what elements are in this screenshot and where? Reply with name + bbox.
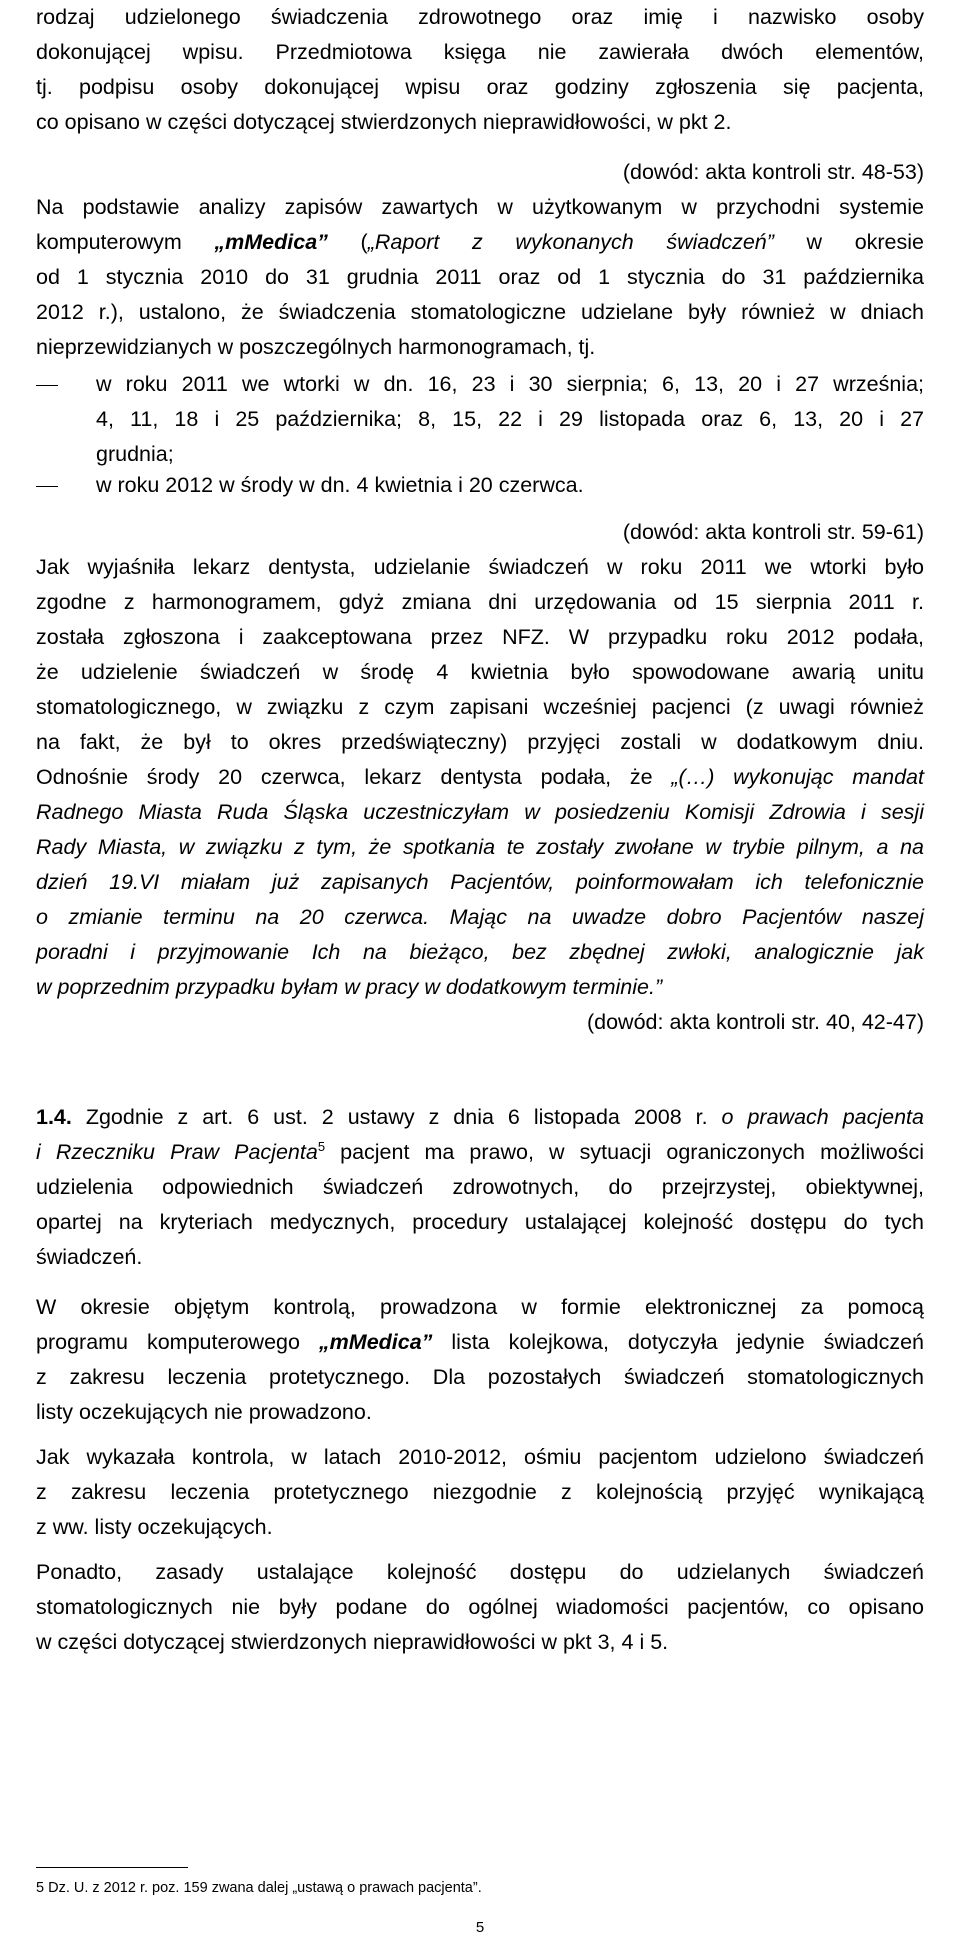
software-name: „mMedica” xyxy=(318,1330,433,1354)
text-line: świadczeń. xyxy=(36,1245,143,1269)
text-line: z zakresu leczenia protetycznego niezgodnie z kolejnością przyjęć wynikającą xyxy=(36,1480,924,1504)
text-line: nieprzewidzianych w poszczególnych harmonogramach, tj. xyxy=(36,335,596,359)
quote-line: w poprzednim przypadku byłam w pracy w dodatkowym terminie.” xyxy=(36,975,663,999)
list-bullet-dash xyxy=(36,385,58,386)
paragraph-analysis xyxy=(36,190,924,365)
page-number: 5 xyxy=(475,1919,485,1936)
text-line: 2012 r.), ustalono, że świadczenia stomatologiczne udzielane były również w dniach xyxy=(36,300,924,324)
paragraph-explanation xyxy=(36,550,924,1005)
text-line: od 1 stycznia 2010 do 31 grudnia 2011 oraz od 1 stycznia do 31 października xyxy=(36,265,924,289)
text-line: i Rzeczniku Praw Pacjenta$^5$ pacjent ma prawo, w sytuacji ograniczonych możliwości xyxy=(36,1138,925,1164)
list-item xyxy=(96,367,924,472)
text-line: grudnia; xyxy=(96,442,174,466)
footnote-marker: 5 xyxy=(317,1138,326,1154)
report-name: „Raport z wykonanych świadczeń” xyxy=(367,230,774,254)
text-line: że udzielenie świadczeń w środę 4 kwietnia było spowodowane awarią unitu xyxy=(36,660,924,684)
software-name: „mMedica” xyxy=(214,230,328,254)
text-line: stomatologicznych nie były podane do ogólnej wiadomości pacjentów, co opisano xyxy=(36,1595,924,1619)
text-line: w roku 2011 we wtorki w dn. 16, 23 i 30 sierpnia; 6, 13, 20 i 27 września; xyxy=(96,372,924,396)
text-line: stomatologicznego, w związku z czym zapisani wcześniej pacjenci (z uwagi również xyxy=(36,695,924,719)
text-line: opartej na kryteriach medycznych, procedury ustalającej kolejność dostępu do tych xyxy=(36,1210,924,1234)
text-line: listy oczekujących nie prowadzono. xyxy=(36,1400,372,1424)
evidence-reference: (dowód: akta kontroli str. 48-53) xyxy=(622,160,924,184)
paragraph-intro xyxy=(36,0,924,140)
list-bullet-dash xyxy=(36,486,58,487)
text-line: Na podstawie analizy zapisów zawartych w użytkowanym w przychodni systemie xyxy=(36,195,924,219)
list-item xyxy=(96,468,924,503)
text-line: W okresie objętym kontrolą, prowadzona w formie elektronicznej za pomocą xyxy=(36,1295,924,1319)
text-line: tj. podpisu osoby dokonującej wpisu oraz godziny zgłoszenia się pacjenta, xyxy=(36,75,924,99)
text-line: Odnośnie środy 20 czerwca, lekarz dentysta podała, że „(…) wykonując mandat xyxy=(36,765,924,789)
paragraph-waiting-list xyxy=(36,1290,924,1430)
text-line: udzielenia odpowiednich świadczeń zdrowotnych, do przejrzystej, obiektywnej, xyxy=(36,1175,924,1199)
evidence-reference: (dowód: akta kontroli str. 59-61) xyxy=(622,520,924,544)
text-line: z ww. listy oczekujących. xyxy=(36,1515,273,1539)
quote-start: „(…) wykonując mandat xyxy=(671,765,924,789)
text-line: 1.4. Zgodnie z art. 6 ust. 2 ustawy z dnia 6 listopada 2008 r. o prawach pacjenta xyxy=(36,1105,924,1129)
quote-line: dzień 19.VI miałam już zapisanych Pacjentów, poinformowałam ich telefonicznie xyxy=(36,870,924,894)
evidence-reference: (dowód: akta kontroli str. 40, 42-47) xyxy=(586,1010,924,1034)
quote-line: Radnego Miasta Ruda Śląska uczestniczyłam w posiedzeniu Komisji Zdrowia i sesji xyxy=(36,800,924,824)
text-line: komputerowym „mMedica” („Raport z wykonanych świadczeń” w okresie xyxy=(36,230,924,254)
text-line: Jak wykazała kontrola, w latach 2010-2012, ośmiu pacjentom udzielono świadczeń xyxy=(36,1445,924,1469)
footnote: 5 Dz. U. z 2012 r. poz. 159 zwana dalej „ustawą o prawach pacjenta”. xyxy=(36,1880,482,1896)
quote-line: o zmianie terminu na 20 czerwca. Mając na uwadze dobro Pacjentów naszej xyxy=(36,905,924,929)
section-number: 1.4. xyxy=(36,1105,72,1129)
text-line: co opisano w części dotyczącej stwierdzonych nieprawidłowości, w pkt 2. xyxy=(36,110,732,134)
paragraph-section-1-4 xyxy=(36,1100,924,1275)
text-line: została zgłoszona i zaakceptowana przez NFZ. W przypadku roku 2012 podała, xyxy=(36,625,924,649)
text-line: rodzaj udzielonego świadczenia zdrowotnego oraz imię i nazwisko osoby xyxy=(36,5,924,29)
paragraph-findings xyxy=(36,1440,924,1545)
text-line: Jak wyjaśniła lekarz dentysta, udzielanie świadczeń w roku 2011 we wtorki było xyxy=(36,555,924,579)
text-line: 4, 11, 18 i 25 października; 8, 15, 22 i 29 listopada oraz 6, 13, 20 i 27 xyxy=(96,407,924,431)
text-line: w części dotyczącej stwierdzonych nieprawidłowości w pkt 3, 4 i 5. xyxy=(36,1630,669,1654)
text-line: na fakt, że był to okres przedświąteczny) przyjęci zostali w dodatkowym dniu. xyxy=(36,730,924,754)
quote-line: poradni i przyjmowanie Ich na bieżąco, bez zbędnej zwłoki, analogicznie jak xyxy=(36,940,924,964)
text-line: dokonującej wpisu. Przedmiotowa księga nie zawierała dwóch elementów, xyxy=(36,40,924,64)
paragraph-rules xyxy=(36,1555,924,1660)
text-line: w roku 2012 w środy w dn. 4 kwietnia i 20 czerwca. xyxy=(96,473,584,497)
text-line: zgodne z harmonogramem, gdyż zmiana dni urzędowania od 15 sierpnia 2011 r. xyxy=(36,590,924,614)
footnote-separator xyxy=(36,1867,188,1868)
quote-line: Rady Miasta, w związku z tym, że spotkania te zostały zwołane w trybie pilnym, a na xyxy=(36,835,924,859)
text-line: z zakresu leczenia protetycznego. Dla pozostałych świadczeń stomatologicznych xyxy=(36,1365,924,1389)
text-line: programu komputerowego „mMedica” lista kolejkowa, dotyczyła jedynie świadczeń xyxy=(36,1330,924,1354)
text-line: Ponadto, zasady ustalające kolejność dostępu do udzielanych świadczeń xyxy=(36,1560,924,1584)
